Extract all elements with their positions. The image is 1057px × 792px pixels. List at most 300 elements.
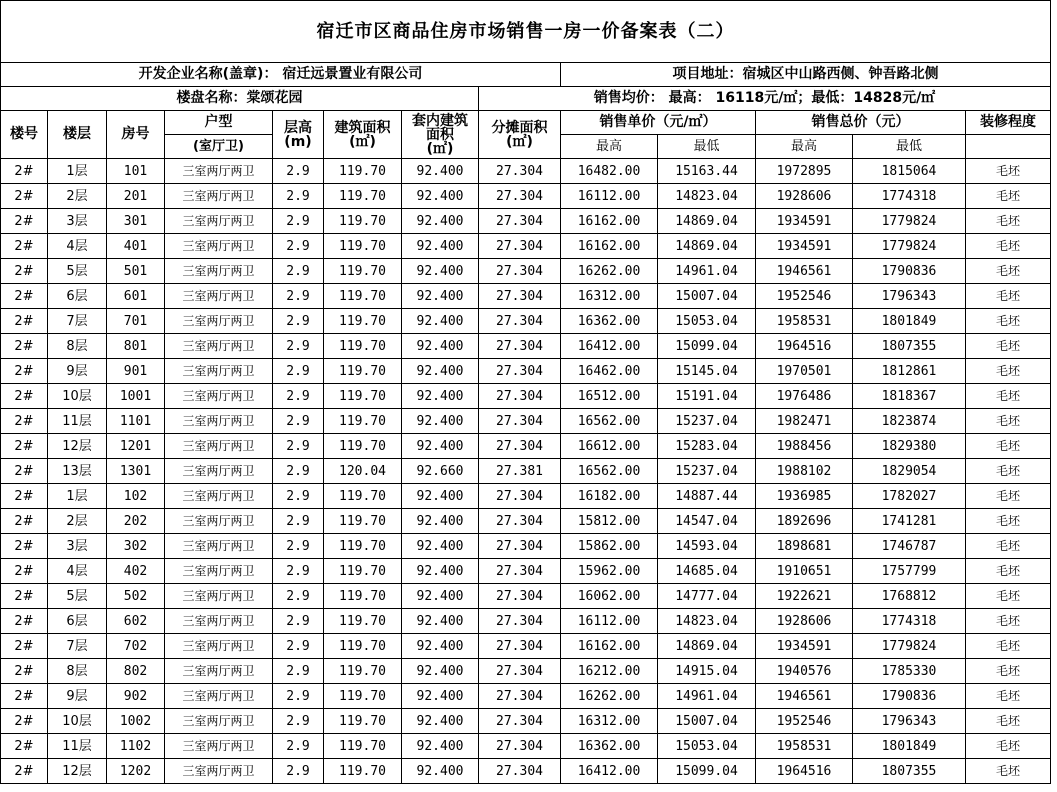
cell-total-price-min: 1757799 (853, 559, 966, 584)
cell-total-price-min: 1774318 (853, 184, 966, 209)
cell-room: 301 (107, 209, 165, 234)
cell-inner-area: 92.400 (402, 384, 479, 409)
cell-inner-area: 92.400 (402, 634, 479, 659)
cell-floor-height: 2.9 (273, 659, 324, 684)
cell-floor-height: 2.9 (273, 359, 324, 384)
cell-shared-area: 27.304 (479, 684, 561, 709)
cell-unit-price-min: 15191.04 (658, 384, 756, 409)
cell-floor-height: 2.9 (273, 584, 324, 609)
cell-total-price-max: 1934591 (756, 634, 853, 659)
cell-unit-price-min: 14547.04 (658, 509, 756, 534)
cell-total-price-min: 1801849 (853, 734, 966, 759)
cell-decoration: 毛坯 (966, 409, 1051, 434)
cell-floor: 9层 (48, 359, 107, 384)
cell-decoration: 毛坯 (966, 459, 1051, 484)
table-row (1, 459, 1051, 484)
cell-unit-price-max: 16562.00 (561, 409, 658, 434)
header-type-sub: (室厅卫) (165, 135, 273, 159)
cell-floor: 3层 (48, 534, 107, 559)
cell-decoration: 毛坯 (966, 484, 1051, 509)
cell-room: 601 (107, 284, 165, 309)
cell-total-price-min: 1779824 (853, 234, 966, 259)
cell-unit-price-max: 15862.00 (561, 534, 658, 559)
table-row (1, 259, 1051, 284)
cell-total-price-min: 1796343 (853, 284, 966, 309)
cell-floor: 8层 (48, 659, 107, 684)
cell-floor: 5层 (48, 259, 107, 284)
header-building-area-unit: (㎡) (349, 133, 376, 150)
cell-shared-area: 27.304 (479, 284, 561, 309)
cell-building: 2# (1, 684, 48, 709)
cell-building: 2# (1, 609, 48, 634)
table-row (1, 434, 1051, 459)
cell-unit-type: 三室两厅两卫 (165, 384, 273, 409)
cell-unit-price-min: 14869.04 (658, 209, 756, 234)
table-row (1, 209, 1051, 234)
cell-room: 201 (107, 184, 165, 209)
cell-total-price-max: 1898681 (756, 534, 853, 559)
cell-inner-area: 92.400 (402, 434, 479, 459)
cell-room: 901 (107, 359, 165, 384)
cell-building: 2# (1, 434, 48, 459)
cell-shared-area: 27.304 (479, 659, 561, 684)
cell-shared-area: 27.381 (479, 459, 561, 484)
cell-total-price-max: 1952546 (756, 709, 853, 734)
cell-room: 602 (107, 609, 165, 634)
cell-unit-price-min: 14915.04 (658, 659, 756, 684)
cell-shared-area: 27.304 (479, 209, 561, 234)
cell-floor: 7层 (48, 634, 107, 659)
cell-total-price-max: 1940576 (756, 659, 853, 684)
table-row (1, 659, 1051, 684)
cell-unit-price-min: 15053.04 (658, 734, 756, 759)
table-row (1, 634, 1051, 659)
cell-building: 2# (1, 384, 48, 409)
cell-shared-area: 27.304 (479, 759, 561, 784)
cell-inner-area: 92.400 (402, 759, 479, 784)
cell-unit-price-max: 16362.00 (561, 309, 658, 334)
cell-room: 1101 (107, 409, 165, 434)
header-total-price-max: 最高 (756, 135, 853, 159)
table-row (1, 734, 1051, 759)
cell-decoration: 毛坯 (966, 384, 1051, 409)
cell-room: 1001 (107, 384, 165, 409)
cell-building-area: 119.70 (324, 334, 402, 359)
cell-unit-price-max: 16162.00 (561, 209, 658, 234)
cell-building-area: 119.70 (324, 634, 402, 659)
cell-shared-area: 27.304 (479, 434, 561, 459)
cell-total-price-min: 1829054 (853, 459, 966, 484)
cell-total-price-min: 1782027 (853, 484, 966, 509)
cell-total-price-max: 1972895 (756, 159, 853, 184)
table-row (1, 409, 1051, 434)
cell-unit-type: 三室两厅两卫 (165, 734, 273, 759)
project-address: 项目地址：宿城区中山路西侧、钟吾路北侧 (561, 63, 1051, 87)
cell-unit-type: 三室两厅两卫 (165, 409, 273, 434)
cell-floor-height: 2.9 (273, 684, 324, 709)
cell-unit-type: 三室两厅两卫 (165, 359, 273, 384)
header-inner-area-unit: (㎡) (426, 140, 454, 157)
cell-inner-area: 92.400 (402, 684, 479, 709)
cell-total-price-max: 1958531 (756, 309, 853, 334)
cell-total-price-max: 1936985 (756, 484, 853, 509)
cell-unit-price-max: 16312.00 (561, 709, 658, 734)
cell-inner-area: 92.400 (402, 709, 479, 734)
cell-unit-price-min: 14823.04 (658, 184, 756, 209)
cell-total-price-max: 1922621 (756, 584, 853, 609)
cell-floor: 9层 (48, 684, 107, 709)
cell-floor: 2层 (48, 509, 107, 534)
cell-unit-type: 三室两厅两卫 (165, 259, 273, 284)
cell-unit-price-min: 15283.04 (658, 434, 756, 459)
cell-shared-area: 27.304 (479, 534, 561, 559)
cell-floor-height: 2.9 (273, 534, 324, 559)
cell-decoration: 毛坯 (966, 709, 1051, 734)
cell-total-price-max: 1982471 (756, 409, 853, 434)
cell-shared-area: 27.304 (479, 334, 561, 359)
cell-inner-area: 92.400 (402, 584, 479, 609)
cell-unit-price-min: 14593.04 (658, 534, 756, 559)
cell-building: 2# (1, 234, 48, 259)
cell-floor: 2层 (48, 184, 107, 209)
cell-building: 2# (1, 284, 48, 309)
cell-unit-type: 三室两厅两卫 (165, 609, 273, 634)
cell-inner-area: 92.400 (402, 359, 479, 384)
cell-shared-area: 27.304 (479, 709, 561, 734)
cell-decoration: 毛坯 (966, 184, 1051, 209)
cell-building: 2# (1, 484, 48, 509)
cell-building-area: 119.70 (324, 684, 402, 709)
cell-building-area: 120.04 (324, 459, 402, 484)
cell-unit-type: 三室两厅两卫 (165, 634, 273, 659)
cell-building-area: 119.70 (324, 559, 402, 584)
cell-building: 2# (1, 534, 48, 559)
header-inner-area-label: 套内建筑 (412, 112, 468, 129)
cell-unit-type: 三室两厅两卫 (165, 534, 273, 559)
cell-unit-type: 三室两厅两卫 (165, 309, 273, 334)
cell-room: 402 (107, 559, 165, 584)
cell-floor: 12层 (48, 434, 107, 459)
cell-unit-price-min: 14869.04 (658, 234, 756, 259)
table-row (1, 609, 1051, 634)
cell-inner-area: 92.400 (402, 334, 479, 359)
cell-shared-area: 27.304 (479, 609, 561, 634)
table-row (1, 709, 1051, 734)
cell-unit-price-max: 16182.00 (561, 484, 658, 509)
table-row (1, 234, 1051, 259)
cell-floor: 8层 (48, 334, 107, 359)
cell-total-price-max: 1952546 (756, 284, 853, 309)
cell-building-area: 119.70 (324, 584, 402, 609)
cell-total-price-max: 1934591 (756, 209, 853, 234)
cell-inner-area: 92.660 (402, 459, 479, 484)
cell-total-price-min: 1779824 (853, 634, 966, 659)
cell-room: 1102 (107, 734, 165, 759)
cell-unit-price-min: 14887.44 (658, 484, 756, 509)
cell-total-price-min: 1796343 (853, 709, 966, 734)
cell-shared-area: 27.304 (479, 359, 561, 384)
cell-total-price-min: 1829380 (853, 434, 966, 459)
header-total-price-min: 最低 (853, 135, 966, 159)
cell-inner-area: 92.400 (402, 409, 479, 434)
cell-building-area: 119.70 (324, 609, 402, 634)
cell-floor-height: 2.9 (273, 284, 324, 309)
cell-unit-type: 三室两厅两卫 (165, 159, 273, 184)
cell-floor: 3层 (48, 209, 107, 234)
cell-shared-area: 27.304 (479, 559, 561, 584)
cell-floor: 4层 (48, 559, 107, 584)
cell-building-area: 119.70 (324, 409, 402, 434)
cell-floor-height: 2.9 (273, 559, 324, 584)
cell-unit-price-max: 16482.00 (561, 159, 658, 184)
cell-building-area: 119.70 (324, 259, 402, 284)
cell-unit-price-max: 16262.00 (561, 259, 658, 284)
cell-building-area: 119.70 (324, 709, 402, 734)
cell-unit-price-max: 16162.00 (561, 234, 658, 259)
cell-building: 2# (1, 584, 48, 609)
cell-unit-price-min: 15099.04 (658, 334, 756, 359)
cell-unit-price-min: 14685.04 (658, 559, 756, 584)
cell-inner-area: 92.400 (402, 184, 479, 209)
header-floor-height-unit: (m) (284, 133, 312, 150)
header-total-price: 销售总价（元） (756, 111, 966, 135)
cell-building-area: 119.70 (324, 734, 402, 759)
cell-floor-height: 2.9 (273, 709, 324, 734)
cell-unit-type: 三室两厅两卫 (165, 284, 273, 309)
cell-floor-height: 2.9 (273, 759, 324, 784)
cell-unit-type: 三室两厅两卫 (165, 184, 273, 209)
cell-building: 2# (1, 359, 48, 384)
cell-floor-height: 2.9 (273, 434, 324, 459)
cell-building-area: 119.70 (324, 434, 402, 459)
header-shared-area-label: 分摊面积 (491, 119, 548, 136)
cell-unit-type: 三室两厅两卫 (165, 434, 273, 459)
header-floor: 楼层 (48, 111, 107, 159)
table-row (1, 359, 1051, 384)
header-inner-area-label-2: 面积 (426, 126, 454, 143)
cell-floor: 10层 (48, 384, 107, 409)
cell-decoration: 毛坯 (966, 609, 1051, 634)
cell-floor: 1层 (48, 484, 107, 509)
cell-total-price-min: 1801849 (853, 309, 966, 334)
cell-total-price-max: 1976486 (756, 384, 853, 409)
cell-total-price-min: 1768812 (853, 584, 966, 609)
cell-shared-area: 27.304 (479, 484, 561, 509)
cell-room: 202 (107, 509, 165, 534)
cell-unit-price-min: 14961.04 (658, 259, 756, 284)
header-shared-area-unit: (㎡) (506, 133, 533, 150)
cell-building: 2# (1, 159, 48, 184)
table-row (1, 184, 1051, 209)
cell-room: 701 (107, 309, 165, 334)
cell-building: 2# (1, 309, 48, 334)
cell-unit-price-min: 15237.04 (658, 409, 756, 434)
cell-room: 102 (107, 484, 165, 509)
cell-unit-price-max: 16512.00 (561, 384, 658, 409)
cell-total-price-min: 1823874 (853, 409, 966, 434)
cell-floor: 1层 (48, 159, 107, 184)
cell-room: 302 (107, 534, 165, 559)
cell-floor-height: 2.9 (273, 409, 324, 434)
cell-decoration: 毛坯 (966, 559, 1051, 584)
cell-shared-area: 27.304 (479, 159, 561, 184)
cell-total-price-max: 1934591 (756, 234, 853, 259)
cell-building-area: 119.70 (324, 234, 402, 259)
cell-building-area: 119.70 (324, 159, 402, 184)
cell-total-price-max: 1964516 (756, 759, 853, 784)
cell-floor-height: 2.9 (273, 159, 324, 184)
cell-total-price-max: 1946561 (756, 684, 853, 709)
cell-unit-price-min: 15099.04 (658, 759, 756, 784)
cell-decoration: 毛坯 (966, 159, 1051, 184)
cell-total-price-min: 1785330 (853, 659, 966, 684)
cell-total-price-max: 1910651 (756, 559, 853, 584)
cell-total-price-min: 1741281 (853, 509, 966, 534)
cell-inner-area: 92.400 (402, 209, 479, 234)
cell-building-area: 119.70 (324, 659, 402, 684)
header-building: 楼号 (1, 111, 48, 159)
cell-building-area: 119.70 (324, 184, 402, 209)
cell-shared-area: 27.304 (479, 509, 561, 534)
cell-inner-area: 92.400 (402, 734, 479, 759)
cell-total-price-min: 1812861 (853, 359, 966, 384)
cell-unit-price-min: 15007.04 (658, 284, 756, 309)
cell-room: 1002 (107, 709, 165, 734)
cell-inner-area: 92.400 (402, 484, 479, 509)
table-row (1, 484, 1051, 509)
cell-unit-type: 三室两厅两卫 (165, 484, 273, 509)
cell-inner-area: 92.400 (402, 259, 479, 284)
cell-decoration: 毛坯 (966, 259, 1051, 284)
cell-room: 702 (107, 634, 165, 659)
cell-shared-area: 27.304 (479, 634, 561, 659)
cell-unit-price-max: 16412.00 (561, 759, 658, 784)
cell-unit-price-max: 16112.00 (561, 184, 658, 209)
table-row (1, 559, 1051, 584)
cell-decoration: 毛坯 (966, 509, 1051, 534)
cell-floor: 5层 (48, 584, 107, 609)
cell-building: 2# (1, 209, 48, 234)
table-row (1, 584, 1051, 609)
cell-floor-height: 2.9 (273, 209, 324, 234)
cell-unit-price-min: 14869.04 (658, 634, 756, 659)
cell-room: 802 (107, 659, 165, 684)
cell-decoration: 毛坯 (966, 584, 1051, 609)
cell-building: 2# (1, 659, 48, 684)
cell-inner-area: 92.400 (402, 534, 479, 559)
cell-floor: 4层 (48, 234, 107, 259)
cell-floor-height: 2.9 (273, 184, 324, 209)
cell-room: 101 (107, 159, 165, 184)
cell-inner-area: 92.400 (402, 159, 479, 184)
cell-total-price-max: 1958531 (756, 734, 853, 759)
cell-decoration: 毛坯 (966, 359, 1051, 384)
cell-unit-price-min: 14823.04 (658, 609, 756, 634)
cell-floor-height: 2.9 (273, 309, 324, 334)
cell-total-price-max: 1988102 (756, 459, 853, 484)
cell-unit-type: 三室两厅两卫 (165, 234, 273, 259)
sheet-title: 宿迁市区商品住房市场销售一房一价备案表（二） (1, 1, 1051, 63)
cell-total-price-min: 1818367 (853, 384, 966, 409)
cell-decoration: 毛坯 (966, 659, 1051, 684)
cell-total-price-min: 1790836 (853, 259, 966, 284)
cell-inner-area: 92.400 (402, 509, 479, 534)
cell-decoration: 毛坯 (966, 334, 1051, 359)
cell-room: 1301 (107, 459, 165, 484)
cell-floor: 11层 (48, 734, 107, 759)
cell-floor: 6层 (48, 609, 107, 634)
cell-floor-height: 2.9 (273, 634, 324, 659)
cell-room: 902 (107, 684, 165, 709)
cell-room: 502 (107, 584, 165, 609)
cell-floor-height: 2.9 (273, 509, 324, 534)
cell-building: 2# (1, 734, 48, 759)
cell-total-price-max: 1892696 (756, 509, 853, 534)
cell-building: 2# (1, 759, 48, 784)
table-row (1, 309, 1051, 334)
cell-unit-price-min: 15163.44 (658, 159, 756, 184)
cell-building: 2# (1, 334, 48, 359)
cell-building: 2# (1, 184, 48, 209)
cell-building: 2# (1, 459, 48, 484)
cell-total-price-min: 1807355 (853, 334, 966, 359)
cell-shared-area: 27.304 (479, 409, 561, 434)
cell-floor: 6层 (48, 284, 107, 309)
cell-building: 2# (1, 409, 48, 434)
header-shared-area (479, 111, 561, 159)
cell-building: 2# (1, 559, 48, 584)
cell-floor: 7层 (48, 309, 107, 334)
cell-room: 801 (107, 334, 165, 359)
cell-unit-price-min: 14777.04 (658, 584, 756, 609)
cell-unit-type: 三室两厅两卫 (165, 709, 273, 734)
cell-shared-area: 27.304 (479, 309, 561, 334)
cell-floor-height: 2.9 (273, 484, 324, 509)
cell-decoration: 毛坯 (966, 634, 1051, 659)
table-row (1, 284, 1051, 309)
cell-building: 2# (1, 634, 48, 659)
cell-total-price-min: 1774318 (853, 609, 966, 634)
cell-unit-price-max: 16412.00 (561, 334, 658, 359)
cell-inner-area: 92.400 (402, 559, 479, 584)
cell-unit-price-max: 16162.00 (561, 634, 658, 659)
header-unit-price-max: 最高 (561, 135, 658, 159)
cell-room: 501 (107, 259, 165, 284)
cell-building: 2# (1, 709, 48, 734)
cell-unit-price-min: 15053.04 (658, 309, 756, 334)
cell-unit-type: 三室两厅两卫 (165, 584, 273, 609)
cell-decoration: 毛坯 (966, 434, 1051, 459)
cell-building-area: 119.70 (324, 384, 402, 409)
cell-floor-height: 2.9 (273, 734, 324, 759)
cell-unit-price-max: 16312.00 (561, 284, 658, 309)
cell-unit-price-min: 15237.04 (658, 459, 756, 484)
cell-total-price-max: 1928606 (756, 609, 853, 634)
cell-room: 401 (107, 234, 165, 259)
cell-decoration: 毛坯 (966, 209, 1051, 234)
cell-total-price-max: 1988456 (756, 434, 853, 459)
cell-total-price-max: 1946561 (756, 259, 853, 284)
table-row (1, 159, 1051, 184)
cell-shared-area: 27.304 (479, 184, 561, 209)
cell-building-area: 119.70 (324, 359, 402, 384)
cell-decoration: 毛坯 (966, 759, 1051, 784)
cell-building-area: 119.70 (324, 759, 402, 784)
cell-total-price-min: 1790836 (853, 684, 966, 709)
table-row (1, 759, 1051, 784)
cell-building: 2# (1, 509, 48, 534)
cell-unit-type: 三室两厅两卫 (165, 684, 273, 709)
